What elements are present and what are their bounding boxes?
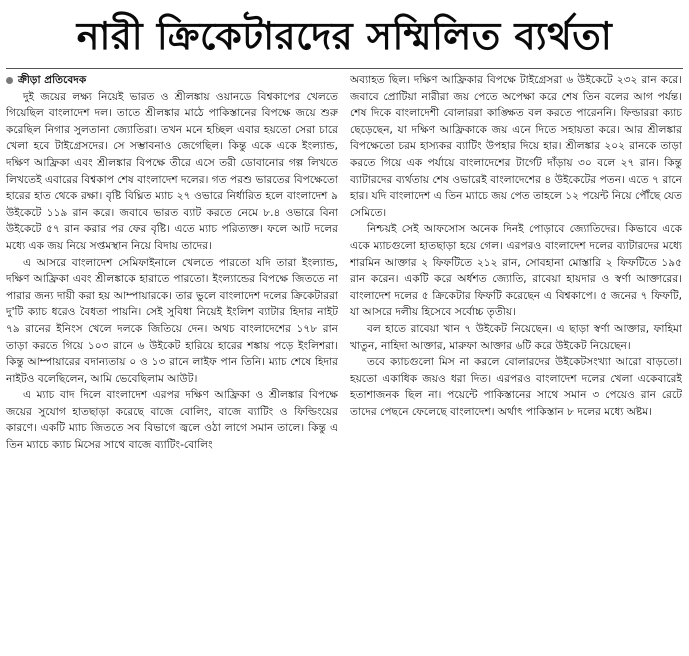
paragraph: তবে ক্যাচগুলো মিস না করলে বোলারদের উইকেটসংখ্যা আরো বাড়তো। হয়তো একাধিক জয়ও ধরা দিত। এরপরও বাংলাদেশ দলের খেলা একেবারেই হতাশাজনক ছিল না। পয়েন্টে পাকিস্তানের সাথে সমান ৩ পেয়েও রান রেটে তাদের পেছনে ফেলেছে বাংলাদেশ। অর্থাৎ পাকিস্তান ৮ দলের মধ্যে অষ্টম। [350, 356, 682, 418]
right-column [350, 72, 682, 652]
paragraph: নিশ্চয়ই সেই আফসোস অনেক দিনই পোড়াবে জ্যোতিদের। কিভাবে একে একে ম্যাচগুলো হাতছাড়া হয়ে গেল। এরপরও বাংলাদেশ দলের ব্যাটারদের মধ্যে শারমিন আক্তার ২ ফিফটিতে ২১২ রান, সোবহানা মোস্তারি ২ ফিফটিতে ১৯৫ রান করেন। একটি করে অর্ধশত জ্যোতি, রাবেয়া হায়দার ও স্বর্ণা আক্তারের। বাংলাদেশ দলের ৫ ক্রিকেটার ফিফটি করেছেন এ বিশ্বকাপে। ৫ জনের ৭ ফিফটি, যা আসরে দলীয় হিসেবে সর্বোচ্চ তৃতীয়। [350, 223, 682, 319]
headline: নারী ক্রিকেটারদের সম্মিলিত ব্যর্থতা [76, 14, 613, 58]
byline-text: ক্রীড়া প্রতিবেদক [18, 74, 87, 86]
headline-divider [6, 68, 683, 69]
article-body [6, 72, 683, 652]
paragraph: বল হাতে রাবেয়া খান ৭ উইকেট নিয়েছেন। এ ছাড়া স্বর্ণা আক্তার, ফাহিমা খাতুন, নাহিদা আক্তার, মারুফা আক্তার ৬টি করে উইকেট নিয়েছেন। [350, 322, 682, 352]
paragraph: দুই জয়ের লক্ষ্য নিয়েই ভারত ও শ্রীলঙ্কায় ওয়ানডে বিশ্বকাপের খেলতে গিয়েছিল বাংলাদেশ দল। তাতে শ্রীলঙ্কার মাঠে পাকিস্তানের বিপক্ষে জয়ে শুরু করেছিল নিগার সুলতানা জ্যোতিরা। তখন মনে হচ্ছিল এবার হয়তো সেরা চারে খেলা হবে টাইগ্রেসদের। সে সম্ভাবনাও জেগেছিল। কিন্তু একে একে ইংল্যান্ড, দক্ষিণ আফ্রিকা এবং শ্রীলঙ্কার বিপক্ষে তীরে এসে তরী ডোবানোর গল্প লিখতে লিখতেই এবারের বিশ্বকাপ শেষ বাংলাদেশ দলের। গত পরশু ভারতের বিপক্ষেতো হারের হাত থেকে রক্ষা। বৃষ্টি বিঘ্নিত ম্যাচ ২৭ ওভারে নির্ধারিত হলে বাংলাদেশ ৯ উইকেটে ১১৯ রান করে। জবাবে ভারত ব্যাট করতে নেমে ৮.৪ ওভারে বিনা উইকেটে ৫৭ রান করার পর ফের বৃষ্টি। এতে ম্যাচ পরিত্যক্ত। ফলে আট দলের মধ্যে এক জয় নিয়ে সপ্তমস্থান নিয়ে বিদায় তাদের। [6, 90, 338, 252]
paragraph: এ আসরে বাংলাদেশ সেমিফাইনালে খেলতে পারতো যদি তারা ইংল্যান্ড, দক্ষিণ আফ্রিকা এবং শ্রীলঙ্কাকে হারাতে পারতো। ইংল্যান্ডের বিপক্ষে জিততে না পারার জন্য দায়ী করা হয় আম্পায়ারকে। তার ভুলে বাংলাদেশ দলের ক্রিকেটাররা দু'টি ক্যাচ ধরেও বৈধতা পায়নি। সেই সুবিধা নিয়েই ইংলিশ ব্যাটার হিদার নাইট ৭৯ রানের ইনিংস খেলে দলকে জিতিয়ে দেন। অথচ বাংলাদেশের ১৭৮ রান তাড়া করতে গিয়ে ১০৩ রানে ৬ উইকেট হারিয়ে হারের শঙ্কায় পড়ে ইংলিশরা। কিন্তু আম্পায়ারের বদান্যতায় ০ ও ১৩ রানে লাইফ পান তিনি। ম্যাচ শেষে হিদার নাইটও বলেছিলেন, আমি ভেবেছিলাম আউট। [6, 256, 338, 385]
paragraph: এ ম্যাচ বাদ দিলে বাংলাদেশ এরপর দক্ষিণ আফ্রিকা ও শ্রীলঙ্কার বিপক্ষে জয়ের সুযোগ হাতছাড়া করেছে বাজে বোলিং, বাজে ব্যাটিং ও ফিল্ডিংয়ের কারণে। একটি ম্যাচ জিততে সব বিভাগে জ্বলে ওঠা লাগে সমান তালে। কিন্তু এ তিন ম্যাচে ক্যাচ মিসের সাথে বাজে ব্যাটিং-বোলিং [6, 389, 338, 452]
bullet-icon [6, 77, 13, 84]
paragraph: অব্যাহত ছিল। দক্ষিণ আফ্রিকার বিপক্ষে টাইগ্রেসরা ৬ উইকেটে ২৩২ রান করে। জবাবে প্রোটিয়া নারীরা জয় পেতে অপেক্ষা করে শেষ তিন বলের আগ পর্যন্ত। শেষ দিকে বাংলাদেশী বোলাররা কাঙ্ক্ষিত বল করতে পারেননি। ফিল্ডাররা ক্যাচ ছেড়েছেন, যা দক্ষিণ আফ্রিকাকে জয় এনে দিতে সহায়তা করে। আর শ্রীলঙ্কার বিপক্ষেতো চরম হাস্যকর ব্যাটিং উপহার দিয়ে হার। শ্রীলঙ্কার ২০২ রানকে তাড়া করতে গিয়ে এক পর্যায়ে বাংলাদেশের টার্গেট দাঁড়ায় ৩০ বলে ২৭ রান। কিন্তু ব্যাটারদের ব্যর্থতায় শেষ ওভারেই বাংলাদেশের ৪ উইকেটের পতন। এতে ৭ রানে হার। যদি বাংলাদেশ এ তিন ম্যাচে জয় পেত তাহলে ১২ পয়েন্ট নিয়ে পৌঁছে যেত সেমিতে। [350, 74, 682, 219]
byline [6, 72, 338, 89]
left-column [6, 72, 338, 652]
